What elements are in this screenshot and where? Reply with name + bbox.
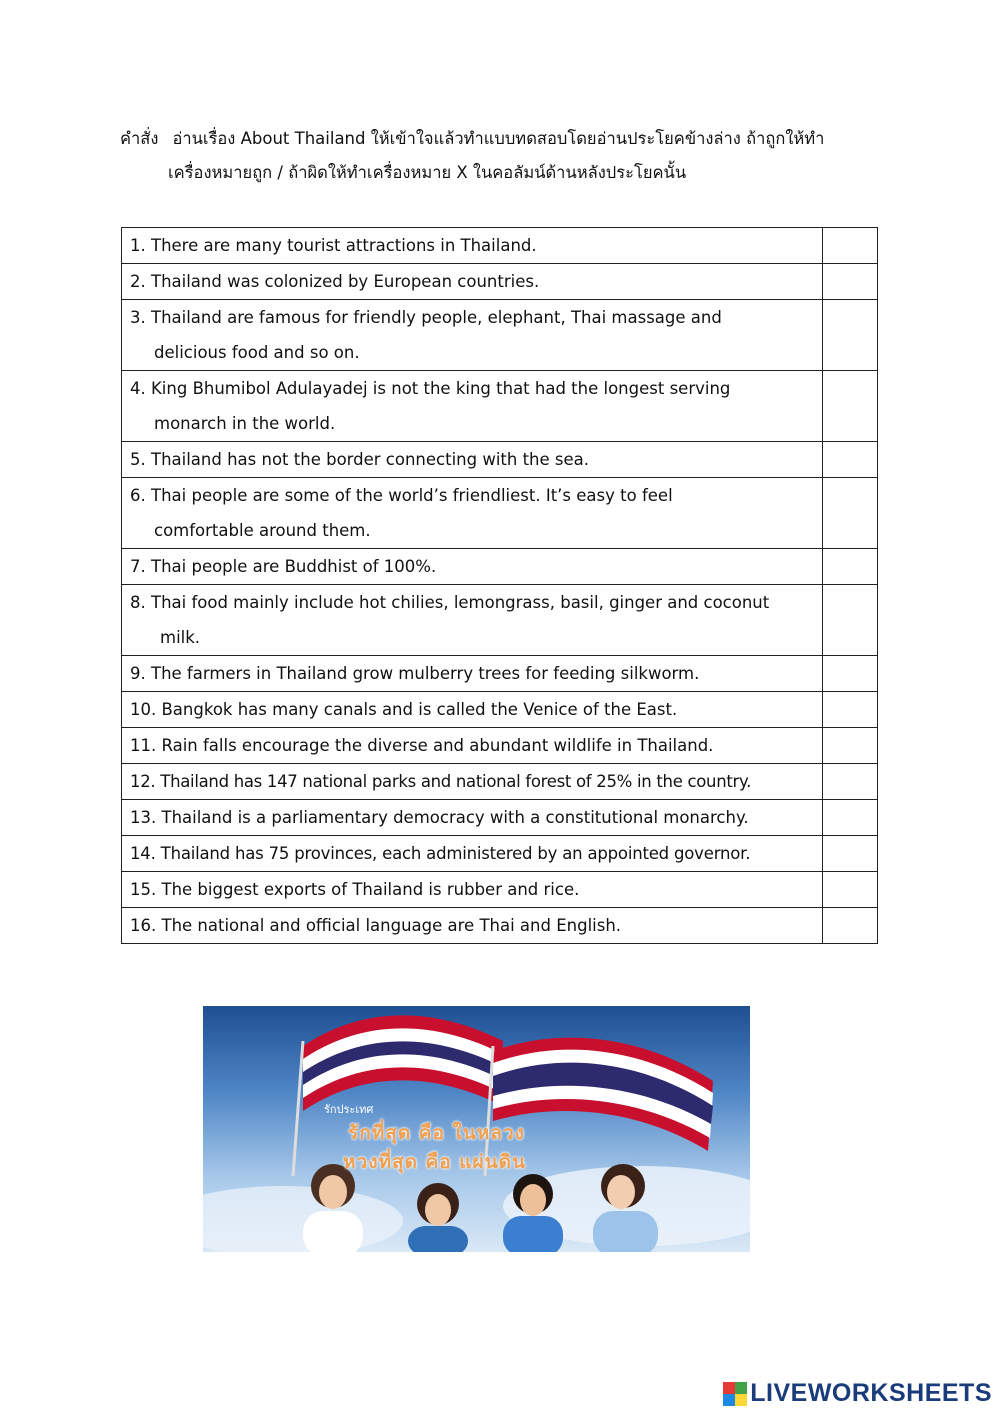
question-text: 3. Thailand are famous for friendly people, elephant, Thai massage and [130, 308, 722, 327]
answer-box[interactable] [823, 764, 878, 800]
table-row [122, 549, 878, 585]
question-text: 6. Thai people are some of the world’s friendliest. It’s easy to feel [130, 486, 673, 505]
true-false-table [121, 227, 878, 944]
answer-box[interactable] [823, 692, 878, 728]
answer-box[interactable] [823, 549, 878, 585]
answer-box[interactable] [823, 836, 878, 872]
answer-box[interactable] [823, 478, 878, 549]
question-text: 12. Thailand has 147 national parks and national forest of 25% in the country. [130, 772, 752, 791]
table-row [122, 228, 878, 264]
question-cell [122, 371, 823, 442]
question-text: 9. The farmers in Thailand grow mulberry trees for feeding silkworm. [130, 664, 700, 683]
question-text: 4. King Bhumibol Adulayadej is not the king that had the longest serving [130, 379, 731, 398]
question-text: 1. There are many tourist attractions in Thailand. [130, 236, 537, 255]
question-cell [122, 478, 823, 549]
question-text: 13. Thailand is a parliamentary democracy with a constitutional monarchy. [130, 808, 749, 827]
table-row [122, 800, 878, 836]
instructions-line-1 [120, 122, 880, 156]
table-row [122, 300, 878, 371]
table-row [122, 656, 878, 692]
question-cell [122, 549, 823, 585]
answer-box[interactable] [823, 300, 878, 371]
question-cell [122, 264, 823, 300]
question-text-continued: delicious food and so on. [154, 343, 360, 362]
table-row [122, 585, 878, 656]
question-cell [122, 908, 823, 944]
question-text: 2. Thailand was colonized by European countries. [130, 272, 540, 291]
photo-caption-line-1: รักที่สุด คือ ในหลวง [348, 1122, 525, 1144]
question-cell [122, 800, 823, 836]
photo-caption-line-2: หวงที่สุด คือ แผ่นดิน [343, 1151, 526, 1173]
answer-box[interactable] [823, 264, 878, 300]
question-cell [122, 836, 823, 872]
answer-box[interactable] [823, 371, 878, 442]
instructions [120, 122, 880, 190]
answer-box[interactable] [823, 872, 878, 908]
table-row [122, 872, 878, 908]
flag-right [493, 1038, 713, 1151]
question-text: 15. The biggest exports of Thailand is rubber and rice. [130, 880, 580, 899]
table-row [122, 371, 878, 442]
question-text: 16. The national and official language are Thai and English. [130, 916, 622, 935]
table-row [122, 478, 878, 549]
question-cell [122, 872, 823, 908]
liveworksheets-logo-icon [723, 1382, 747, 1406]
question-cell [122, 228, 823, 264]
question-cell [122, 764, 823, 800]
question-cell [122, 692, 823, 728]
question-cell [122, 656, 823, 692]
instructions-text-1: อ่านเรื่อง About Thailand ให้เข้าใจแล้วทำแบบทดสอบโดยอ่านประโยคข้างล่าง ถ้าถูกให้ทำ [172, 129, 825, 148]
question-text: 8. Thai food mainly include hot chilies, lemongrass, basil, ginger and coconut [130, 593, 770, 612]
answer-box[interactable] [823, 800, 878, 836]
question-text: 14. Thailand has 75 provinces, each administered by an appointed governor. [130, 844, 751, 863]
answer-box[interactable] [823, 656, 878, 692]
flag-left [303, 1015, 503, 1111]
question-cell [122, 585, 823, 656]
table-row [122, 728, 878, 764]
answer-box[interactable] [823, 585, 878, 656]
question-text-continued: milk. [160, 628, 201, 647]
question-text: 5. Thailand has not the border connecting with the sea. [130, 450, 590, 469]
table-row [122, 836, 878, 872]
question-text: 7. Thai people are Buddhist of 100%. [130, 557, 437, 576]
question-cell [122, 728, 823, 764]
question-text: 11. Rain falls encourage the diverse and abundant wildlife in Thailand. [130, 736, 714, 755]
photo-caption-small: รักประเทศ [324, 1103, 374, 1116]
table-row [122, 442, 878, 478]
question-text-continued: monarch in the world. [154, 414, 336, 433]
answer-box[interactable] [823, 908, 878, 944]
question-cell [122, 300, 823, 371]
answer-box[interactable] [823, 228, 878, 264]
instructions-label: คำสั่ง [120, 129, 159, 148]
question-text: 10. Bangkok has many canals and is called the Venice of the East. [130, 700, 678, 719]
table-row [122, 908, 878, 944]
answer-box[interactable] [823, 728, 878, 764]
question-text-continued: comfortable around them. [154, 521, 371, 540]
instructions-line-2: เครื่องหมายถูก / ถ้าผิดให้ทำเครื่องหมาย X ในคอลัมน์ด้านหลังประโยคนั้น [168, 163, 687, 182]
question-cell [122, 442, 823, 478]
table-row [122, 264, 878, 300]
thai-flag-photo [203, 1006, 750, 1252]
table-row [122, 764, 878, 800]
brand-name: LIVEWORKSHEETS [750, 1379, 992, 1407]
table-row [122, 692, 878, 728]
liveworksheets-logo[interactable] [723, 1379, 992, 1408]
answer-box[interactable] [823, 442, 878, 478]
